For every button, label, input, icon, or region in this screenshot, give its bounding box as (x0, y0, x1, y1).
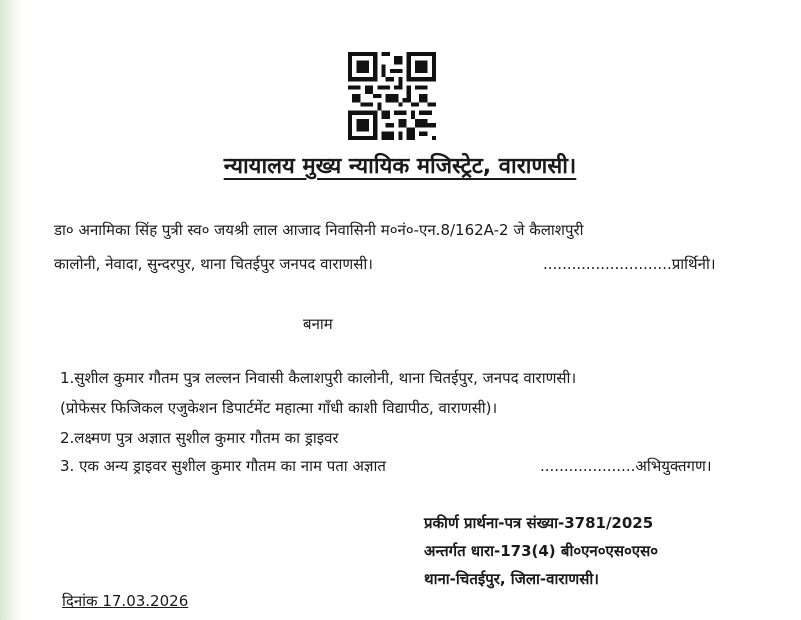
respondent-line-4: 3. एक अन्य ड्राइवर सुशील कुमार गौतम का नाम पता अज्ञात (60, 457, 386, 475)
respondent-role: ....................अभियुक्तगण। (540, 457, 712, 475)
document-date: दिनांक 17.03.2026 (62, 592, 189, 610)
applicant-role: ...........................प्रार्थिनी। (543, 255, 716, 273)
respondent-line-2: (प्रोफेसर फिजिकल एजुकेशन डिपार्टमेंट महात्मा गाँधी काशी विद्यापीठ, वाराणसी)। (60, 399, 498, 417)
court-heading: न्यायालय मुख्य न्यायिक मजिस्ट्रेट, वाराणसी। (223, 154, 577, 179)
respondent-line-1: 1.सुशील कुमार गौतम पुत्र लल्लन निवासी कैलाशपुरी कालोनी, थाना चितईपुर, जनपद वाराणसी। (60, 369, 577, 387)
versus-label: बनाम (303, 315, 333, 333)
applicant-line-2: कालोनी, नेवादा, सुन्दरपुर, थाना चितईपुर जनपद वाराणसी। (54, 255, 373, 273)
respondent-line-3: 2.लक्ष्मण पुत्र अज्ञात सुशील कुमार गौतम का ड्राइवर (60, 429, 339, 447)
case-police-station: थाना-चितईपुर, जिला-वाराणसी। (424, 570, 599, 588)
case-number: प्रकीर्ण प्रार्थना-पत्र संख्या-3781/2025 (424, 514, 654, 532)
qr-code-icon (348, 52, 436, 140)
page-edge-shadow (0, 0, 22, 620)
case-section: अन्तर्गत धारा-173(4) बी०एन०एस०एस० (424, 542, 659, 560)
applicant-line-1: डा० अनामिका सिंह पुत्री स्व० जयश्री लाल आजाद निवासिनी म०नं०-एन.8/162A-2 जे कैलाशपुरी (54, 221, 584, 239)
